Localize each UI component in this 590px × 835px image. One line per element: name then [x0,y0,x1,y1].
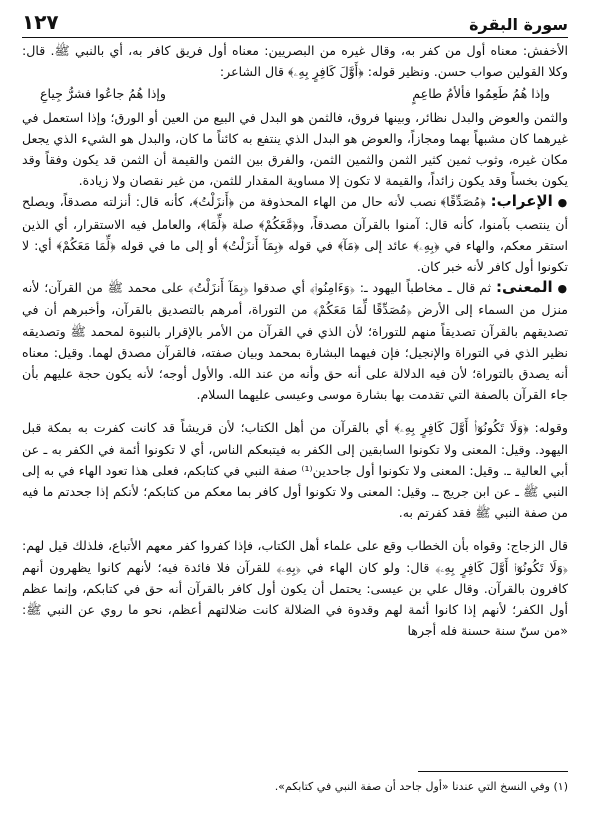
i3rab-heading: الإعراب: [490,192,553,211]
surah-title: سورة البقرة [469,15,568,34]
i3rab-text: ﴿مُصَدِّقًا﴾ نصب لأنه حال من الهاء المحذوفة من ﴿أَنزَلْتُ﴾، كأنه قال: أنزلته مصدقاً، ويصلح أن ينتصب بآمنوا، كأنه قال: آمنوا بالقرآن مصدقاً، و﴿مَّعَكُمْ﴾ صلة ﴿لِّمَا﴾، والعامل فيه الاستقرار، أي الذين استقر معكم، والهاء في ﴿بِهِۦ﴾ عائد إلى ﴿مَآ﴾ في قوله ﴿بِمَآ أَنزَلْتُ﴾ أو إلى ما في قوله ﴿لِّمَا مَعَكُمْ﴾ أي: لا تكونوا أول كافر لأنه خبر كان. [22,194,568,275]
section-i3rab [22,191,568,277]
footnote: (١) وفي النسخ التي عندنا «أول جاحد أن صفة النبي في كتابكم». [274,780,568,793]
poetry-verse [22,83,568,104]
paragraph-akhfash: الأخفش: معناه أول من كفر به، وقال غيره من البصريين: معناه أول فريق كافر به، أي بالنبي ﷺ. قال: وكلا القولين صواب حسن. ونظير قوله: ﴿أَوَّلَ كَافِرٍ بِهِۦ﴾ قال الشاعر: [22,43,568,80]
verse-second-hemistich: وإذا هُمُ جاعُوا فشرُّ جِياعِ [40,86,167,102]
paragraph-thaman: والثمن والعوض والبدل نظائر، وبينها فروق، فالثمن هو البدل في البيع من العين أو الورق؛ وإذا استعمل في غيرهما كان مشبهاً بهما ومجازاً، والعوض هو البدل الذي ينتفع به كائناً ما كان، والبدل هو الشيء الذي يجعل مكان غيره، وثوب ثمين كثير الثمن والثمين الثمن، والفرق بين الثمن والقيمة أن الثمن قد يكون وفقاً وقد يكون بخساً وقد يكون زائداً، والقيمة لا تكون إلا مساوية المقدار للثمن، من غير نقصان ولا زيادة. [22,109,568,189]
page-body [22,40,568,641]
paragraph-zajjaj: قال الزجاج: وقواه بأن الخطاب وقع على علماء أهل الكتاب، فإذا كفروا كفر معهم الأتباع، فلذلك قيل لهم: ﴿وَلَا تَكُونُوٓا۟ أَوَّلَ كَافِرٍ بِهِۦ﴾ قال: ولو كان الهاء في ﴿بِهِۦ﴾ للقرآن فلا فائدة فيه؛ لأنهم كانوا يظهرون أنهم كافرون بالقرآن. وقال علي بن عيسى: يحتمل أن يكون أول كافر بالقرآن أنه حق في كتابكم، وإنما عظم أول الكفر؛ لأنهم إذا كانوا أئمة لهم وقدوة في الضلالة كانت ضلالتهم أعظم، نحو ما روي عن النبي ﷺ: «من سنّ سنة حسنة فله أجرها [22,538,568,639]
paragraph-gap [22,523,568,535]
paragraph-gap [22,405,568,417]
footnote-divider [418,771,568,772]
section-ma3na [22,277,568,405]
paragraph-qawluhu: وقوله: ﴿وَلَا تَكُونُوٓا۟ أَوَّلَ كَافِرٍ بِهِۦ﴾ أي بالقرآن من أهل الكتاب؛ لأن قريشاً قد كانت كفرت به بمكة قبل اليهود. وقيل: المعنى ولا تكونوا السابقين إلى الكفر به فيتبعكم الناس، أي لا تكونوا أئمة في الكفر به ـ عن أبي العالية ـ. وقيل: المعنى ولا تكونوا أول جاحدين⁽¹⁾ صفة النبي في كتابكم، فعلى هذا تعود الهاء في به إلى النبي ﷺ ـ عن ابن جريج ـ. وقيل: المعنى ولا تكونوا أول كافر بما معكم من كتابكم؛ لأنكم إذا جحدتم ما فيه من صفة النبي ﷺ فقد كفرتم به. [22,420,568,521]
page-header [22,6,568,38]
ma3na-heading: المعنى: [496,278,553,297]
bullet-icon: ● [557,196,568,210]
page-number: ١٢٧ [22,10,59,34]
bullet-icon: ● [557,282,568,296]
ma3na-text: ثم قال ـ مخاطباً اليهود ـ: ﴿وَءَامِنُوا۟﴾ أي صدقوا ﴿بِمَآ أَنزَلْتُ﴾ على محمد ﷺ من القرآن؛ لأنه منزل من السماء إلى الأرض ﴿مُصَدِّقًا لِّمَا مَعَكُمْ﴾ من التوراة، أمرهم بالتصديق بالقرآن، وأخبرهم أن في تصديقهم بالقرآن تصديقاً منهم للتوراة؛ لأن الذي في القرآن من الأمر بالإقرار بالنبوة لمحمد ﷺ وتصديقه نظير الذي في التوراة والإنجيل؛ فإن فيهما البشارة بمحمد وبيان صفته، فالقرآن مصدق لهما. وقيل: معناه أنه يصدق بالتوراة؛ لأن فيه الدلالة على أنه حق وأنه من عند الله. والأول أوجه؛ لأنه يكون حجة عليهم بأن جاء القرآن بالصفة التي تقدمت بها بشارة موسى وعيسى عليهما السلام. [22,280,568,403]
verse-first-hemistich: وإذا هُمُ طَعِمُوا فألأمُ طاعِمٍ [412,86,550,102]
